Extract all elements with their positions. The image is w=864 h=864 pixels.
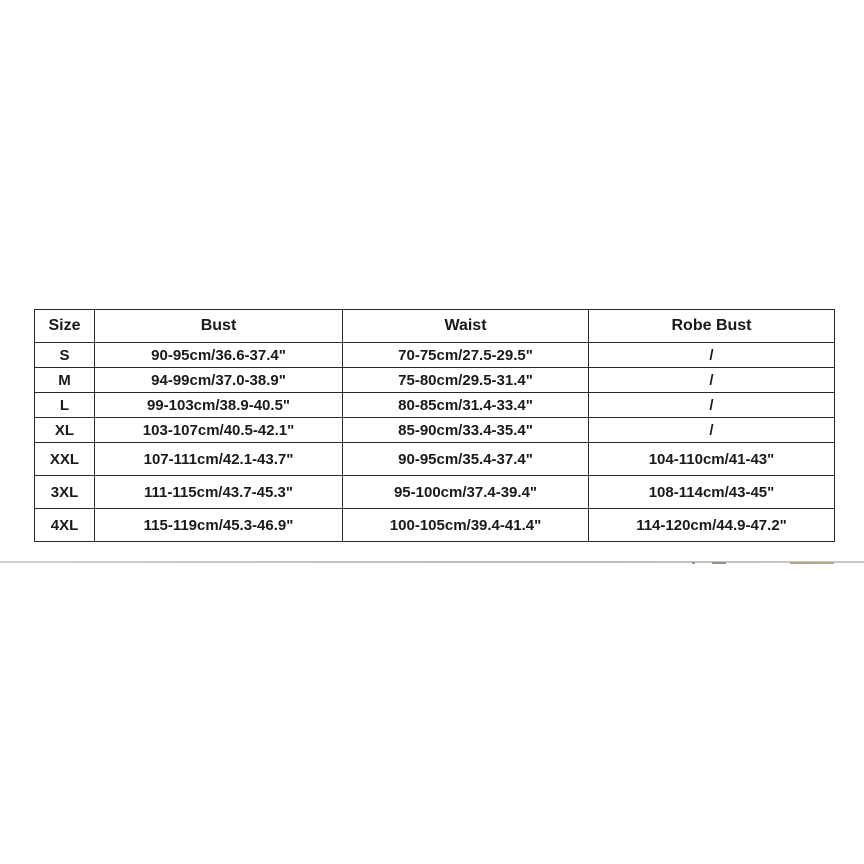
size-chart-table: [34, 309, 835, 542]
header-bust: Bust: [95, 310, 343, 343]
cell-bust: 99-103cm/38.9-40.5": [95, 393, 343, 418]
cell-waist: 70-75cm/27.5-29.5": [343, 343, 589, 368]
decorative-speck: [692, 562, 695, 564]
cell-size: XXL: [35, 443, 95, 476]
header-size: Size: [35, 310, 95, 343]
cell-robe-bust: 104-110cm/41-43": [589, 443, 835, 476]
cell-robe-bust: /: [589, 368, 835, 393]
cell-bust: 107-111cm/42.1-43.7": [95, 443, 343, 476]
bottom-divider: [0, 561, 864, 563]
decorative-speck: [790, 562, 834, 564]
header-waist: Waist: [343, 310, 589, 343]
cell-robe-bust: /: [589, 418, 835, 443]
cell-bust: 90-95cm/36.6-37.4": [95, 343, 343, 368]
cell-size: 4XL: [35, 509, 95, 542]
table-row: [35, 368, 835, 393]
cell-bust: 111-115cm/43.7-45.3": [95, 476, 343, 509]
cell-size: S: [35, 343, 95, 368]
cell-robe-bust: /: [589, 343, 835, 368]
table-header-row: [35, 310, 835, 343]
cell-size: M: [35, 368, 95, 393]
header-robe-bust: Robe Bust: [589, 310, 835, 343]
cell-waist: 85-90cm/33.4-35.4": [343, 418, 589, 443]
cell-waist: 80-85cm/31.4-33.4": [343, 393, 589, 418]
cell-robe-bust: /: [589, 393, 835, 418]
cell-size: XL: [35, 418, 95, 443]
cell-bust: 103-107cm/40.5-42.1": [95, 418, 343, 443]
cell-bust: 94-99cm/37.0-38.9": [95, 368, 343, 393]
table-row: [35, 418, 835, 443]
table-row: [35, 343, 835, 368]
cell-waist: 100-105cm/39.4-41.4": [343, 509, 589, 542]
cell-robe-bust: 114-120cm/44.9-47.2": [589, 509, 835, 542]
cell-waist: 95-100cm/37.4-39.4": [343, 476, 589, 509]
decorative-speck: [712, 562, 726, 564]
table-row: [35, 393, 835, 418]
table-row: [35, 476, 835, 509]
cell-waist: 90-95cm/35.4-37.4": [343, 443, 589, 476]
cell-robe-bust: 108-114cm/43-45": [589, 476, 835, 509]
table-row: [35, 509, 835, 542]
table-row: [35, 443, 835, 476]
cell-size: 3XL: [35, 476, 95, 509]
cell-size: L: [35, 393, 95, 418]
cell-bust: 115-119cm/45.3-46.9": [95, 509, 343, 542]
cell-waist: 75-80cm/29.5-31.4": [343, 368, 589, 393]
